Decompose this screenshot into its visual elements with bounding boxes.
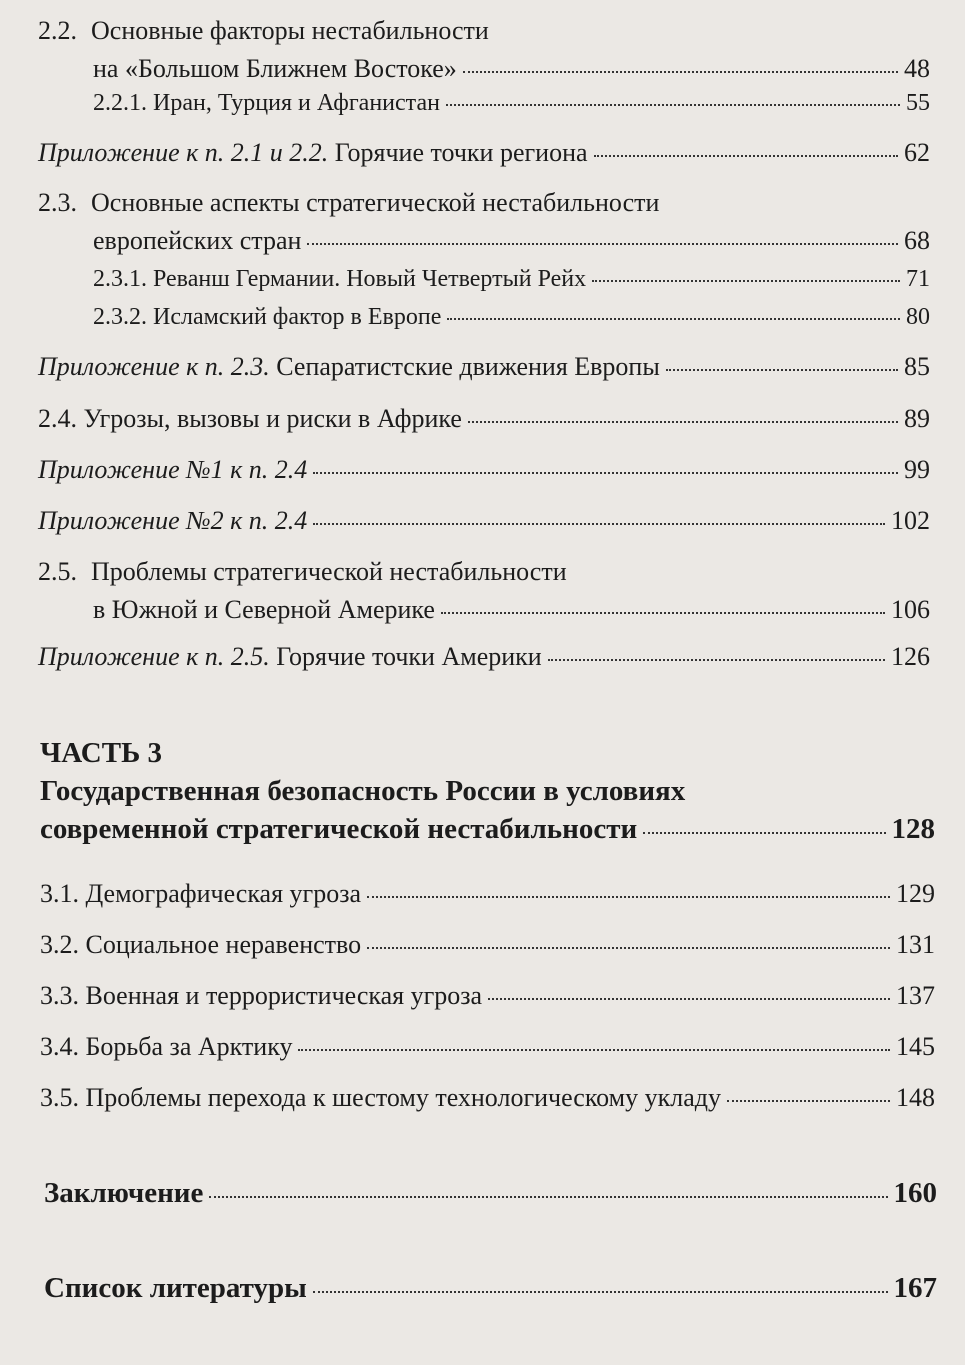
entry-title: 2.2.1. Иран, Турция и Афганистан	[93, 90, 440, 116]
appendix-label: Приложение к п. 2.3.	[38, 352, 270, 381]
dot-leader	[468, 421, 898, 423]
toc-entry-appendix-2-5	[38, 638, 930, 676]
dot-leader	[313, 523, 885, 525]
dot-leader	[643, 832, 885, 834]
page-number: 71	[906, 266, 930, 292]
page-number: 55	[906, 90, 930, 116]
dot-leader	[441, 612, 885, 614]
page-number: 80	[906, 304, 930, 330]
entry-title: Список литературы	[44, 1272, 307, 1304]
page-number: 145	[896, 1032, 935, 1061]
entry-title: 3.1. Демографическая угроза	[40, 879, 362, 908]
entry-title: 3.5. Проблемы перехода к шестому технологическому укладу	[40, 1083, 721, 1112]
entry-title: 3.3. Военная и террористическая угроза	[40, 981, 483, 1010]
part-title: Государственная безопасность России в условиях	[40, 775, 686, 807]
page-number: 89	[904, 404, 930, 433]
dot-leader	[666, 369, 898, 371]
page-number: 131	[896, 930, 935, 959]
page-number: 148	[896, 1083, 935, 1112]
toc-entry-3-1	[40, 875, 935, 913]
page-number: 99	[904, 455, 930, 484]
dot-leader	[209, 1196, 887, 1198]
page-number: 68	[904, 226, 930, 255]
entry-title-cont: на «Большом Ближнем Востоке»	[93, 54, 457, 83]
page-number: 160	[893, 1177, 937, 1209]
section-number: 2.5.	[38, 557, 77, 586]
dot-leader	[367, 896, 890, 898]
page-number: 137	[896, 981, 935, 1010]
appendix-label: Приложение №2 к п. 2.4	[38, 506, 308, 535]
entry-title: 3.4. Борьба за Арктику	[40, 1032, 293, 1061]
toc-entry-2-2-1	[93, 84, 930, 122]
entry-title: Горячие точки региона	[328, 138, 588, 167]
entry-title-cont: в Южной и Северной Америке	[93, 595, 435, 624]
toc-entry-2-5	[38, 553, 930, 629]
dot-leader	[463, 71, 898, 73]
part-label: ЧАСТЬ 3	[40, 737, 162, 769]
appendix-label: Приложение к п. 2.1 и 2.2.	[38, 138, 329, 167]
toc-entry-appendix-2-3	[38, 348, 930, 386]
dot-leader	[313, 1291, 888, 1293]
entry-title: 2.3.2. Исламский фактор в Европе	[93, 304, 442, 330]
entry-title: Основные факторы нестабильности	[91, 16, 489, 45]
section-number: 2.2.	[38, 16, 77, 45]
page-number: 85	[904, 352, 930, 381]
dot-leader	[594, 155, 898, 157]
toc-entry-3-5	[40, 1079, 935, 1117]
dot-leader	[727, 1100, 890, 1102]
dot-leader	[298, 1049, 890, 1051]
toc-entry-2-3	[38, 184, 930, 260]
dot-leader	[313, 472, 898, 474]
entry-title: Проблемы стратегической нестабильности	[91, 557, 567, 586]
toc-entry-3-2	[40, 926, 935, 964]
toc-entry-2-2	[38, 12, 930, 88]
dot-leader	[488, 998, 890, 1000]
entry-title: 3.2. Социальное неравенство	[40, 930, 362, 959]
page-number: 167	[893, 1272, 937, 1304]
dot-leader	[592, 280, 900, 282]
toc-entry-2-3-1	[93, 260, 930, 298]
dot-leader	[548, 659, 885, 661]
entry-title: 2.4. Угрозы, вызовы и риски в Африке	[38, 404, 462, 433]
page-number: 62	[904, 138, 930, 167]
page-number: 128	[891, 813, 935, 845]
dot-leader	[446, 104, 900, 106]
page-number: 129	[896, 879, 935, 908]
toc-entry-3-3	[40, 977, 935, 1015]
toc-entry-appendix-2-1-2-2	[38, 134, 930, 172]
entry-title: Заключение	[44, 1177, 204, 1209]
toc-entry-conclusion	[44, 1174, 937, 1212]
entry-title: Основные аспекты стратегической нестабильности	[91, 188, 660, 217]
dot-leader	[447, 318, 900, 320]
toc-entry-bibliography	[44, 1269, 937, 1307]
appendix-label: Приложение №1 к п. 2.4	[38, 455, 308, 484]
entry-title: Горячие точки Америки	[269, 642, 542, 671]
part-title-cont: современной стратегической нестабильности	[40, 813, 638, 845]
appendix-label: Приложение к п. 2.5.	[38, 642, 270, 671]
section-number: 2.3.	[38, 188, 77, 217]
toc-entry-2-3-2	[93, 298, 930, 336]
page-number: 126	[891, 642, 930, 671]
dot-leader	[307, 243, 898, 245]
page-number: 102	[891, 506, 930, 535]
entry-title: 2.3.1. Реванш Германии. Новый Четвертый Рейх	[93, 266, 587, 292]
toc-entry-appendix-2-2-4	[38, 502, 930, 540]
toc-entry-2-4	[38, 400, 930, 438]
page-number: 48	[904, 54, 930, 83]
toc-entry-3-4	[40, 1028, 935, 1066]
page-number: 106	[891, 595, 930, 624]
entry-title: Сепаратистские движения Европы	[269, 352, 660, 381]
toc-entry-part-3	[40, 772, 935, 848]
dot-leader	[367, 947, 890, 949]
toc-entry-appendix-1-2-4	[38, 451, 930, 489]
entry-title-cont: европейских стран	[93, 226, 302, 255]
